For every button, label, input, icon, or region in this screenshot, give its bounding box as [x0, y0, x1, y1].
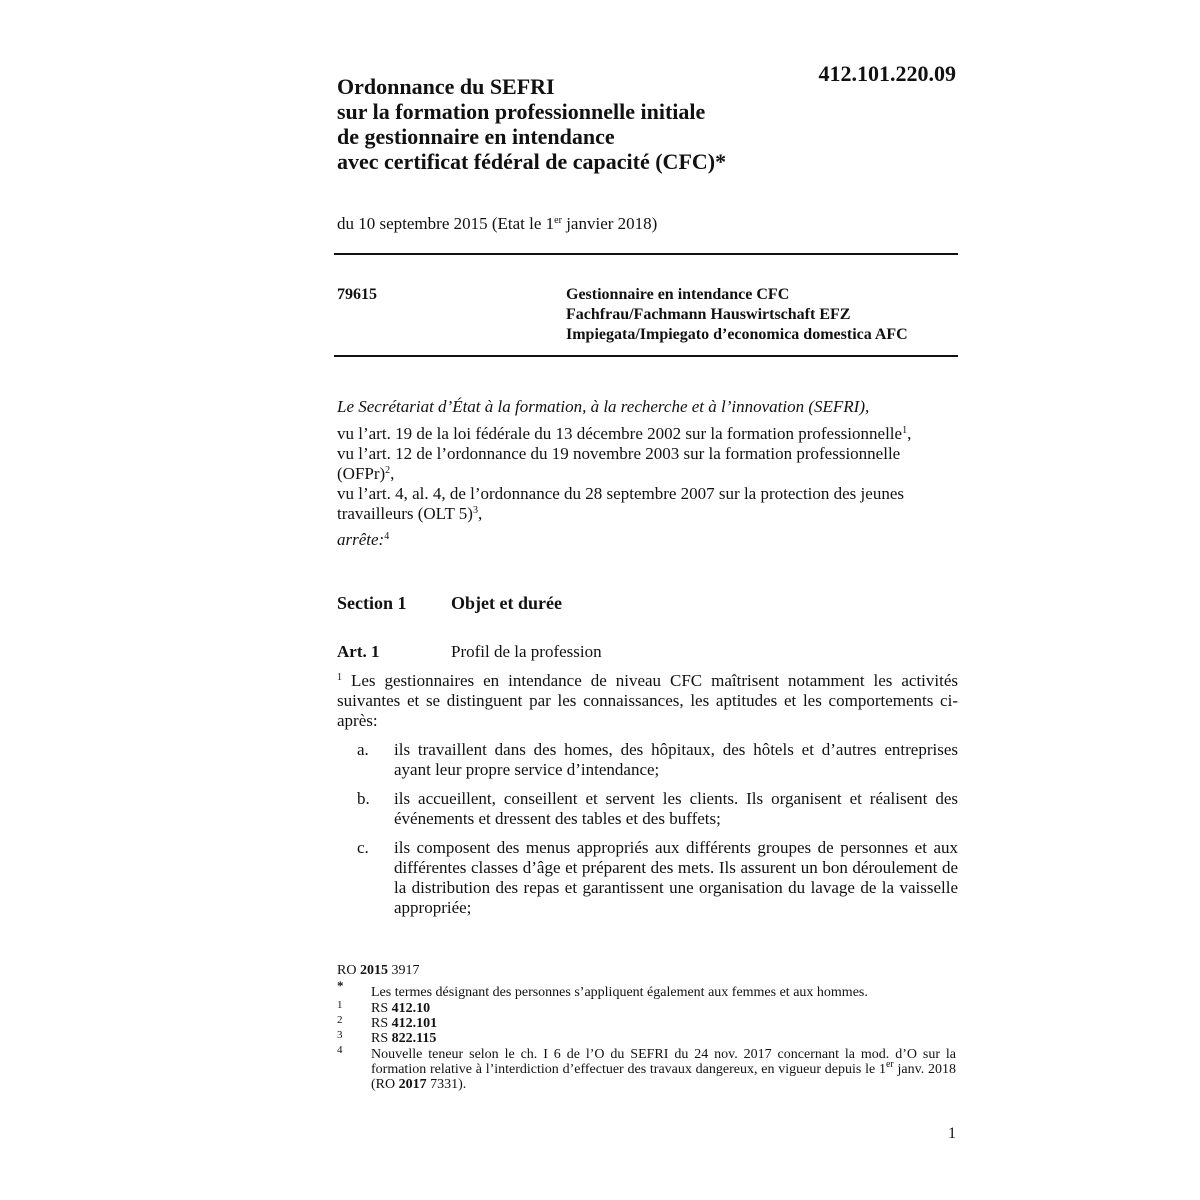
article-number: Art. 1	[337, 642, 380, 661]
footnote-4-text: 7331).	[426, 1077, 467, 1092]
punct: ,	[390, 464, 395, 483]
footnote-4-superscript: er	[885, 1059, 894, 1070]
ordinance-title	[337, 74, 787, 174]
footnote-4-year: 2017	[398, 1077, 427, 1092]
preamble-decree	[337, 530, 958, 550]
date-superscript: er	[554, 215, 562, 226]
profession-names	[566, 285, 966, 345]
footnote-ref[interactable]: 4	[384, 531, 390, 542]
footnote-mark: *	[337, 978, 344, 993]
list-text: ils accueillent, conseillent et servent les clients. Ils organisent et réalisent des événements et dressent des tables et des buffets;	[394, 789, 958, 828]
ro-prefix: RO	[337, 963, 360, 978]
date-text: du 10 septembre 2015 (Etat le 1	[337, 214, 555, 233]
article-intro	[337, 671, 958, 731]
ro-reference	[337, 963, 419, 978]
footnote-mark: 4	[337, 1044, 343, 1056]
title-line: sur la formation professionnelle initiale	[337, 99, 706, 124]
rs-number-ref[interactable]: 412.101	[391, 1016, 438, 1031]
preamble-text: vu l’art. 4, al. 4, de l’ordonnance du 28 septembre 2007 sur la protection des jeunes travailleurs (OLT 5)	[337, 484, 904, 523]
list-letter: c.	[357, 838, 369, 857]
punct: ,	[907, 424, 912, 443]
rs-prefix: RS	[371, 1031, 392, 1046]
rs-prefix: RS	[371, 1001, 392, 1016]
preamble-text: vu l’art. 12 de l’ordonnance du 19 novembre 2003 sur la formation professionnelle (OFPr)	[337, 444, 901, 483]
footnote-text	[371, 1031, 956, 1046]
divider-top	[334, 253, 958, 255]
list-letter: a.	[357, 740, 369, 759]
preamble-paragraph-3	[337, 484, 958, 524]
footnote-text	[371, 1001, 956, 1016]
preamble-authority: Le Secrétariat d’État à la formation, à la recherche et à l’innovation (SEFRI),	[337, 397, 870, 416]
preamble-paragraph-2	[337, 444, 958, 484]
footnote-text: Les termes désignant des personnes s’appliquent également aux femmes et aux hommes.	[371, 985, 868, 1000]
preamble-text: vu l’art. 19 de la loi fédérale du 13 décembre 2002 sur la formation professionnelle	[337, 424, 903, 443]
profession-name-fr: Gestionnaire en intendance CFC	[566, 286, 790, 303]
article-intro-text: Les gestionnaires en intendance de niveau CFC maîtrisent notamment les activités suivantes et se distinguent par les connaissances, les aptitudes et les comportements ci-après:	[337, 671, 958, 730]
footnote-text	[371, 1047, 956, 1092]
title-line: avec certificat fédéral de capacité (CFC)*	[337, 149, 727, 174]
footnote-mark: 3	[337, 1029, 343, 1041]
ro-page: 3917	[387, 963, 420, 978]
footnote-ref[interactable]: 3	[472, 505, 478, 516]
article-heading	[337, 642, 602, 662]
profession-name-de: Fachfrau/Fachmann Hauswirtschaft EFZ	[566, 306, 851, 323]
rs-number-ref[interactable]: 822.115	[391, 1031, 437, 1046]
list-item	[337, 740, 958, 780]
footnote-ref[interactable]: 1	[902, 425, 908, 436]
rs-number-ref[interactable]: 412.10	[391, 1001, 431, 1016]
profession-name-it: Impiegata/Impiegato d’economica domestica AFC	[566, 326, 908, 343]
ordinance-date	[337, 213, 657, 235]
title-line: de gestionnaire en intendance	[337, 124, 615, 149]
rs-number: 412.101.220.09	[818, 61, 956, 86]
list-item	[337, 838, 958, 918]
section-title: Objet et durée	[451, 593, 562, 613]
rs-prefix: RS	[371, 1016, 392, 1031]
list-item	[337, 789, 958, 829]
list-text: ils travaillent dans des homes, des hôpitaux, des hôtels et d’autres entreprises ayant leur propre service d’intendance;	[394, 740, 958, 779]
footnote-mark: 1	[337, 999, 343, 1011]
paragraph-number: 1	[337, 672, 342, 683]
article-title: Profil de la profession	[451, 642, 602, 661]
footnote-4-text: Nouvelle teneur selon le ch. I 6 de l’O du SEFRI du 24 nov. 2017 concernant la mod. d’O sur la formation relative à l’interdiction d’effectuer des travaux dangereux, en vigueur depuis le 1	[371, 1047, 956, 1077]
footnote-ref[interactable]: 2	[385, 465, 391, 476]
ro-year: 2015	[359, 963, 388, 978]
section-heading	[337, 592, 562, 614]
list-letter: b.	[357, 789, 370, 808]
page-number: 1	[948, 1125, 956, 1142]
preamble-paragraph-1	[337, 424, 958, 444]
footnote-4-text: janv. 2018 (RO	[371, 1062, 956, 1092]
footnote-text	[371, 1016, 956, 1031]
section-number: Section 1	[337, 593, 407, 613]
decree-text: arrête:	[337, 530, 385, 549]
divider-bottom	[334, 355, 958, 357]
title-line: Ordonnance du SEFRI	[337, 74, 555, 99]
profession-code: 79615	[337, 286, 377, 303]
footnote-mark: 2	[337, 1014, 343, 1026]
punct: ,	[477, 504, 483, 523]
list-text: ils composent des menus appropriés aux différents groupes de personnes et aux différentes classes d’âge et préparent des mets. Ils assurent un bon déroulement de la distribution des repas et garantissent une organisation du lavage de la vaisselle appropriée;	[394, 838, 958, 917]
date-text-end: janvier 2018)	[561, 214, 658, 233]
